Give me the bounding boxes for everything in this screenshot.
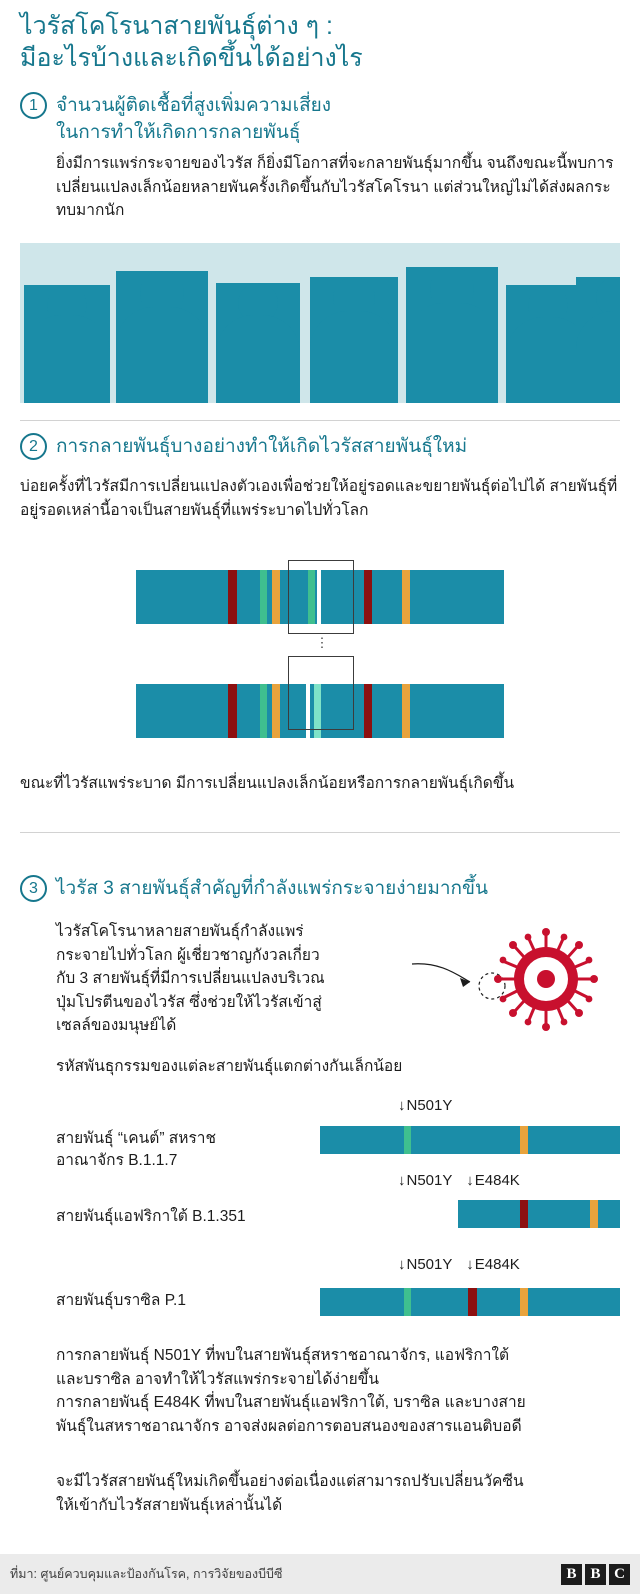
section-2-title: การกลายพันธุ์บางอย่างทำให้เกิดไวรัสสายพันธุ์ใหม่: [56, 436, 468, 457]
section-3-note-line-1: การกลายพันธุ์ N501Y ที่พบในสายพันธุ์สหราชอาณาจักร, แอฟริกาใต้: [56, 1347, 510, 1364]
arrow-down-icon: ↓: [398, 1172, 406, 1189]
person-silhouette: [310, 277, 398, 403]
source-text: ที่มา: ศูนย์ควบคุมและป้องกันโรค, การวิจัยของบีบีซี: [10, 1567, 283, 1581]
section-1-title: [56, 92, 331, 146]
section-3-number: 3: [20, 875, 47, 902]
variant-1-label: [56, 1128, 316, 1172]
section-1-title-line1: จำนวนผู้ติดเชื้อที่สูงเพิ่มความเสี่ยง: [56, 95, 332, 116]
section-3-body: [56, 920, 436, 1038]
page-title-line2: มีอะไรบ้างและเกิดขึ้นได้อย่างไร: [20, 44, 363, 72]
person-silhouette: [24, 285, 110, 403]
section-1-title-line2: ในการทำให้เกิดการกลายพันธุ์: [56, 121, 301, 143]
genome-ellipsis: ⋮: [315, 635, 329, 650]
person-silhouette: [406, 267, 498, 403]
page-title: [20, 10, 620, 74]
virus-particle-large: [494, 928, 598, 1031]
section-3-closing: [56, 1470, 626, 1517]
section-3-notes: [56, 1344, 626, 1438]
variant-1-label-line1: สายพันธุ์ “เคนต์” สหราช: [56, 1130, 217, 1147]
section-2-number: 2: [20, 433, 47, 460]
variant-2-genome-bar: [458, 1200, 620, 1228]
person-silhouette: [576, 277, 620, 403]
virus-spike-illustration: [406, 916, 622, 1036]
person-silhouette: [116, 271, 208, 403]
genome-zoom-box-top: [288, 560, 354, 634]
variant-3-genome-bar: [320, 1288, 620, 1316]
section-3-title: ไวรัส 3 สายพันธุ์สำคัญที่กำลังแพร่กระจายง่ายมากขึ้น: [56, 878, 489, 899]
variant-1-label-line2: อาณาจักร B.1.1.7: [56, 1152, 178, 1169]
arrow-down-icon: ↓: [466, 1256, 474, 1273]
footer: [0, 1554, 640, 1594]
section-3-note-line-2: และบราซิล อาจทำให้ไวรัสแพร่กระจายได้ง่ายขึ้น: [56, 1370, 379, 1388]
page-title-line1: ไวรัสโคโรนาสายพันธุ์ต่าง ๆ :: [20, 12, 333, 40]
variant-3-marker-n501y: N501Y: [406, 1256, 453, 1273]
variant-1-genome-bar: [320, 1126, 620, 1154]
section-3-body-line-3: กับ 3 สายพันธุ์ที่มีการเปลี่ยนแปลงบริเวณ: [56, 970, 325, 988]
section-3-note-line-4: พันธุ์ในสหราชอาณาจักร อาจส่งผลต่อการตอบสนองของสารแอนติบอดี: [56, 1417, 522, 1435]
section-3-body-line-5: เซลล์ของมนุษย์ได้: [56, 1017, 177, 1035]
variant-2-markers: [398, 1172, 520, 1189]
section-3-body-line-4: ปุ่มโปรตีนของไวรัส ซึ่งช่วยให้ไวรัสเข้าสู่: [56, 993, 322, 1011]
arrow-down-icon: ↓: [398, 1256, 406, 1273]
section-1-heading: [20, 92, 620, 146]
variant-2-marker-e484k: E484K: [474, 1172, 520, 1189]
infection-illustration: [20, 243, 620, 403]
section-3-body-line-1: ไวรัสโคโรนาหลายสายพันธุ์กำลังแพร่: [56, 923, 304, 940]
bbc-logo-letter-1: B: [561, 1564, 582, 1585]
section-3-closing-line-2: ให้เข้ากับไวรัสสายพันธุ์เหล่านั้นได้: [56, 1496, 283, 1514]
bbc-logo-letter-3: C: [609, 1564, 630, 1585]
variant-3-markers: [398, 1256, 520, 1273]
arrow-down-icon: ↓: [398, 1097, 406, 1114]
section-2-caption: ขณะที่ไวรัสแพร่ระบาด มีการเปลี่ยนแปลงเล็กน้อยหรือการกลายพันธุ์เกิดขึ้น: [20, 775, 515, 792]
bbc-logo: [561, 1564, 630, 1585]
divider-2: [20, 832, 620, 833]
variant-3-label: [56, 1290, 316, 1312]
section-3-heading: [20, 875, 630, 903]
variant-2-label: [56, 1206, 316, 1228]
genome-zoom-box-bottom: [288, 656, 354, 730]
bbc-logo-letter-2: B: [585, 1564, 606, 1585]
variant-1-marker-n501y: ↓N501Y: [398, 1097, 453, 1114]
section-3-subcaption: รหัสพันธุกรรมของแต่ละสายพันธุ์แตกต่างกันเล็กน้อย: [56, 1058, 403, 1075]
variant-2-marker-n501y: N501Y: [406, 1172, 453, 1189]
section-2-heading: [20, 433, 620, 461]
arrow-down-icon: ↓: [466, 1172, 474, 1189]
section-2-body: บ่อยครั้งที่ไวรัสมีการเปลี่ยนแปลงตัวเองเพื่อช่วยให้อยู่รอดและขยายพันธุ์ต่อไปได้ สายพันธุ์ที่อยู่รอดเหล่านี้อาจเป็นสายพันธุ์ที่แพร่ระบาดไปทั่วโลก: [20, 478, 618, 519]
variant-2-label-line1: สายพันธุ์แอฟริกาใต้ B.1.351: [56, 1208, 246, 1225]
section-3-body-line-2: กระจายไปทั่วโลก ผู้เชี่ยวชาญกังวลเกี่ยว: [56, 946, 320, 964]
section-3-note-line-3: การกลายพันธุ์ E484K ที่พบในสายพันธุ์แอฟริกาใต้, บราซิล และบางสาย: [56, 1394, 526, 1412]
variant-3-marker-e484k: E484K: [474, 1256, 520, 1273]
section-3-closing-line-1: จะมีไวรัสสายพันธุ์ใหม่เกิดขึ้นอย่างต่อเนื่องแต่สามารถปรับเปลี่ยนวัคซีน: [56, 1473, 524, 1490]
person-silhouette: [216, 283, 300, 403]
section-1-number: 1: [20, 92, 47, 119]
variant-3-label-line1: สายพันธุ์บราซิล P.1: [56, 1292, 186, 1309]
section-1-body: ยิ่งมีการแพร่กระจายของไวรัส ก็ยิ่งมีโอกาสที่จะกลายพันธุ์มากขึ้น จนถึงขณะนี้พบการเปลี่ยนแปลงเล็กน้อยหลายพันครั้งเกิดขึ้นกับไวรัสโคโรนา แต่ส่วนใหญ่ไม่ได้ส่งผลกระทบมากนัก: [56, 155, 614, 220]
divider-1: [20, 420, 620, 421]
